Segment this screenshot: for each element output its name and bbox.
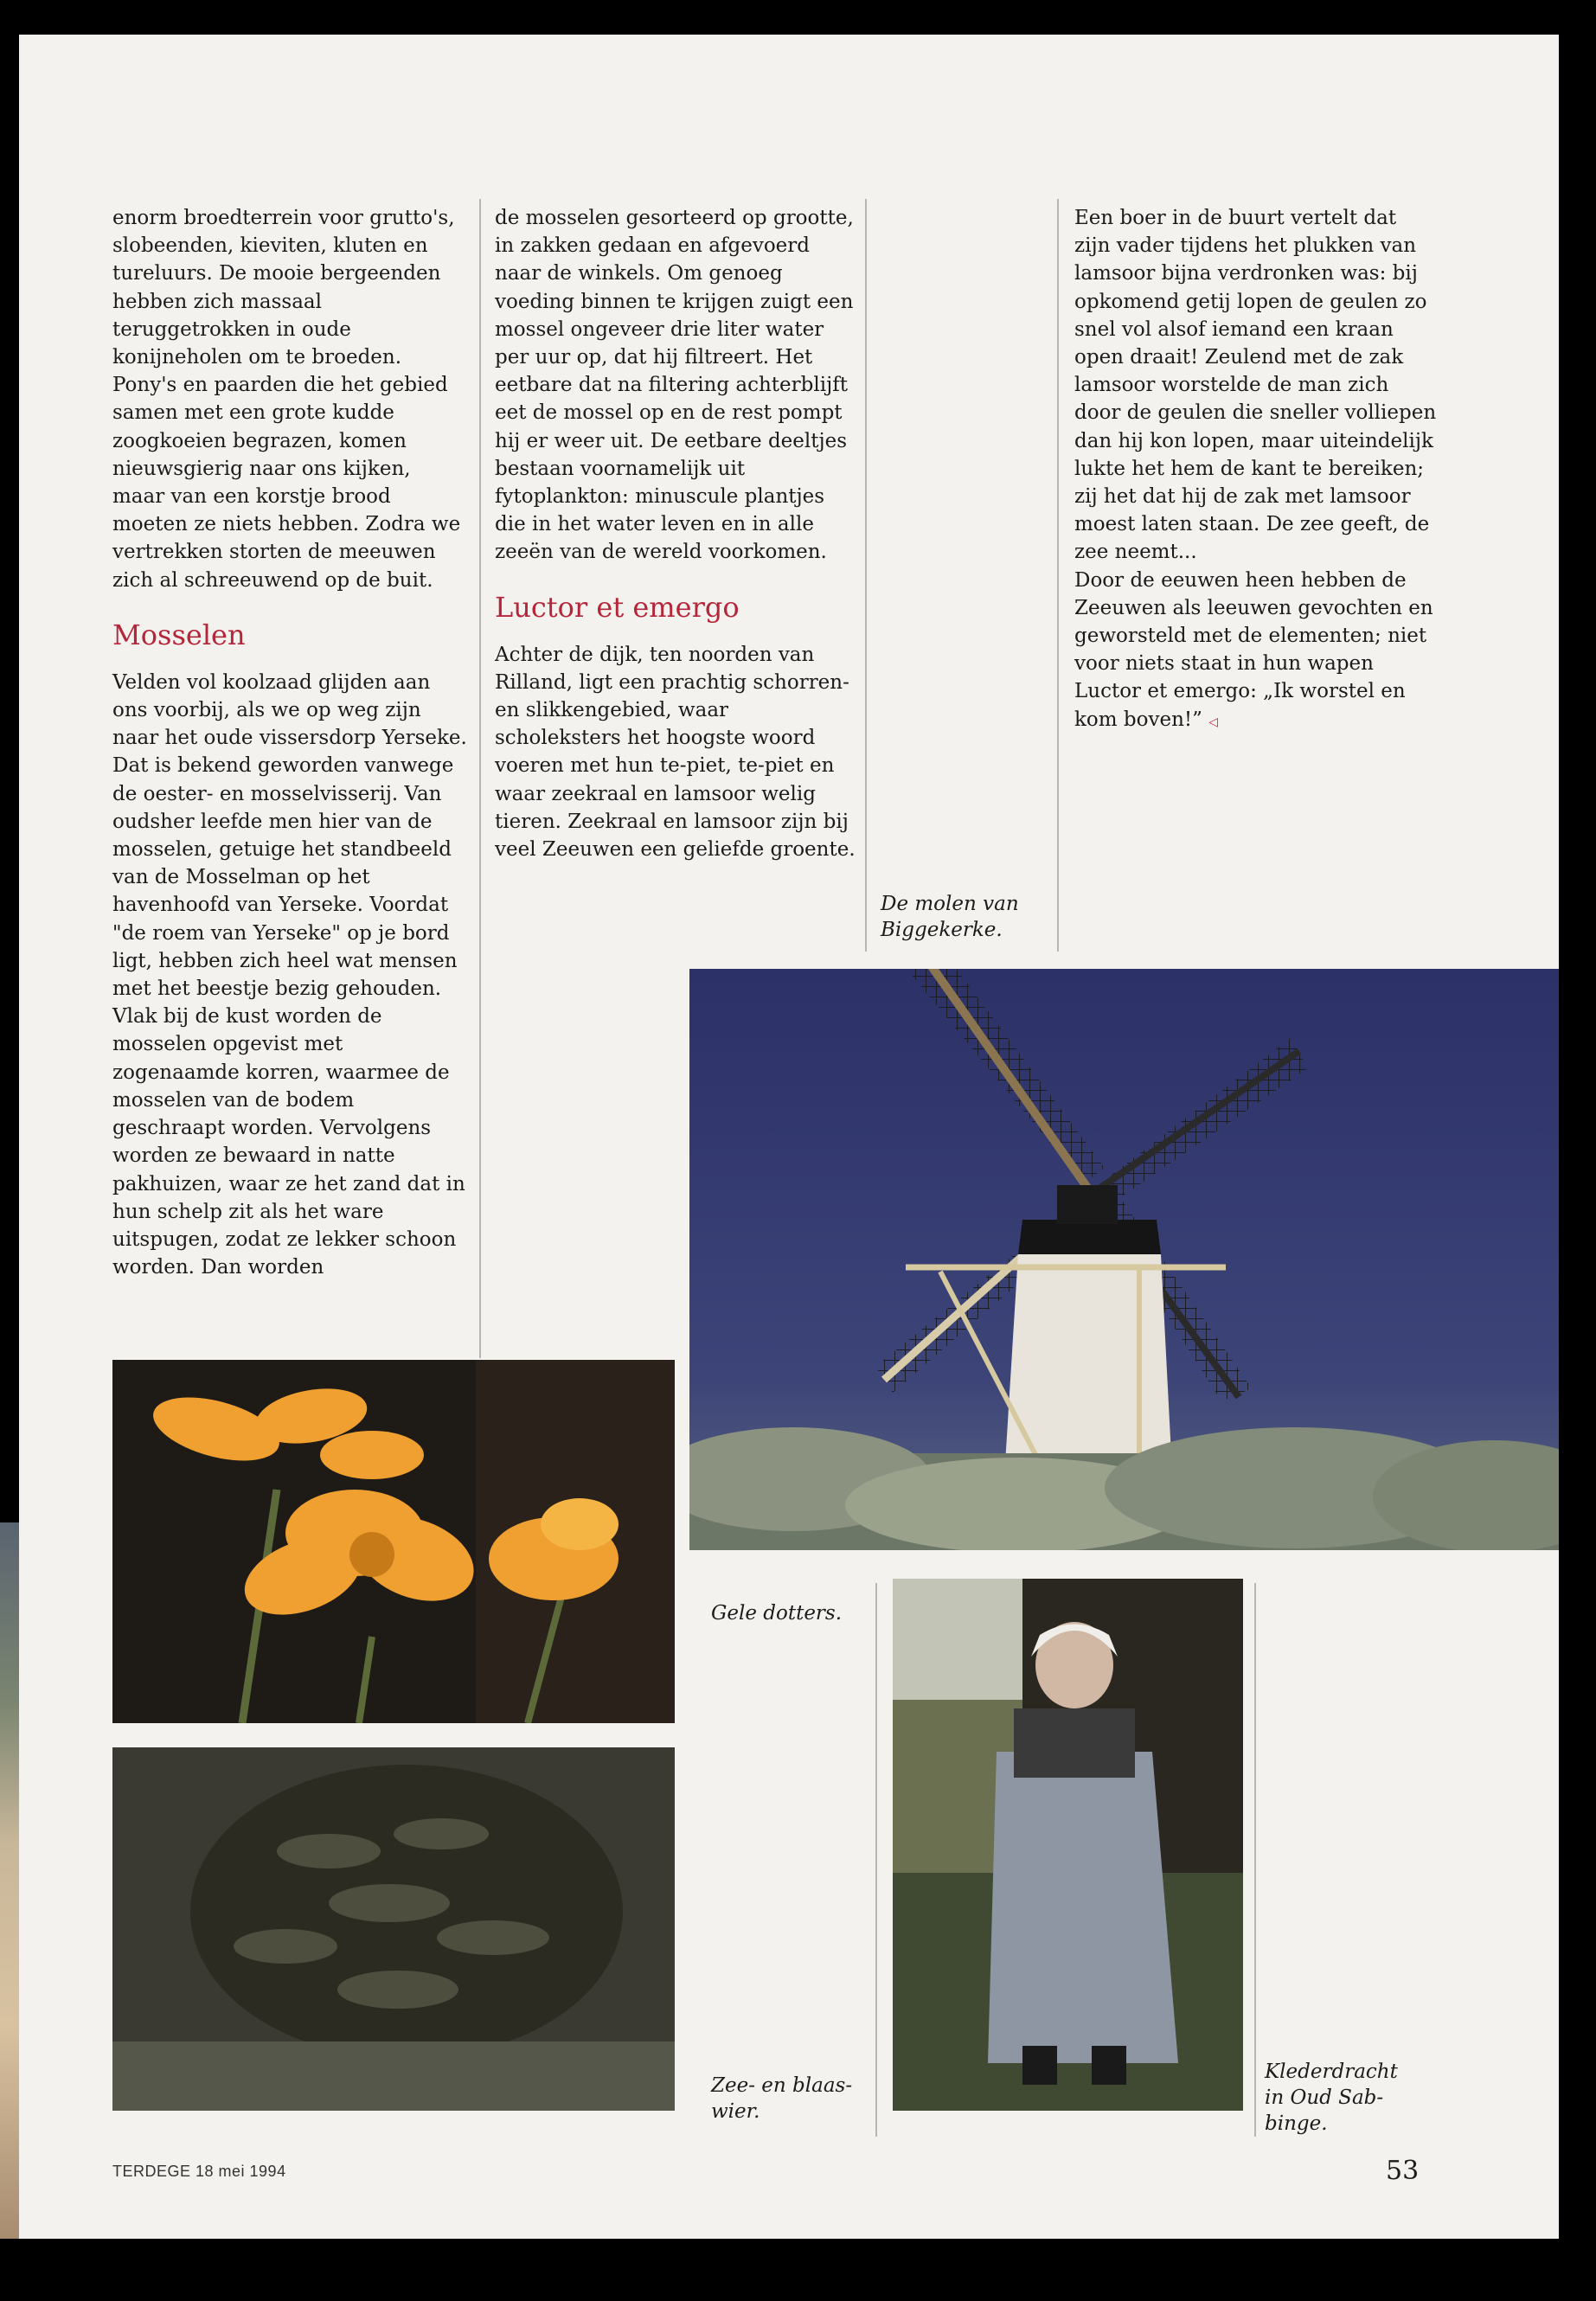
column-rule-3 — [1057, 199, 1059, 952]
column-rule-1 — [479, 199, 481, 1358]
caption-molen: De molen van Biggekerke. — [881, 893, 1019, 941]
column-1 — [112, 204, 467, 1281]
end-mark-icon: ◁ — [1208, 715, 1218, 729]
traditional-costume-photo — [893, 1579, 1243, 2111]
windmill-photo — [689, 969, 1559, 1550]
caption-klederdracht: Klederdracht in Oud Sab- binge. — [1265, 2061, 1398, 2135]
column-1-mosselen-text: Velden vol koolzaad glijden aan ons voorbij, als we op weg zijn naar het oude vissersdorp Yerseke. Dat is bekend geworden vanwege de oester- en mosselvisserij. Van oudsher leefde men hier van de mosselen, getuige het standbeeld van de Mosselman op het havenhoofd van Yerseke. Voordat "de roem van Yerseke" op je bord ligt, hebben zich heel wat mensen met het beestje bezig gehouden. Vlak bij de kust worden de mosselen opgevist met zogenaamde korren, waarmee de mosselen van de bodem geschraapt worden. Vervolgens worden ze bewaard in natte pakhuizen, waar ze het zand dat in hun schelp zit als het ware uitspugen, zodat ze lekker schoon worden. Dan worden — [112, 670, 467, 1279]
column-4-text: Een boer in de buurt vertelt dat zijn vader tijdens het plukken van lamsoor bijna verdronken was: bij opkomend getij lopen de geulen zo snel vol alsof iemand een kraan open draait! Zeulend met de zak lamsoor worstelde de man zich door de geulen die sneller volliepen dan hij kon lopen, maar uiteindelijk lukte het hem de kant te bereiken; zij het dat hij de zak met lamsoor moest laten staan. De zee geeft, de zee neemt... — [1074, 207, 1437, 564]
page-number: 53 — [1386, 2156, 1420, 2186]
caption-seaweed: Zee- en blaas- wier. — [711, 2074, 853, 2123]
publication-footer: TERDEGE 18 mei 1994 — [112, 2163, 286, 2180]
marsh-marigold-photo — [112, 1360, 675, 1723]
heading-luctor-et-emergo: Luctor et emergo — [495, 590, 740, 624]
caption-dotters: Gele dotters. — [711, 1602, 843, 1625]
scan-border-bottom — [0, 2239, 1596, 2301]
column-rule-5 — [1254, 1583, 1256, 2137]
column-2-intro-text: de mosselen gesorteerd op grootte, in zakken gedaan en afgevoerd naar de winkels. Om genoeg voeding binnen te krijgen zuigt een mossel ongeveer drie liter water per uur op, dat hij filtreert. Het eetbare dat na filtering achterblijft eet de mossel op en de rest pompt hij er weer uit. De eetbare deeltjes bestaan voornamelijk uit fytoplankton: minuscule plantjes die in het water leven en in alle zeeën van de wereld voorkomen. — [495, 207, 854, 564]
column-4-text-2: Door de eeuwen heen hebben de Zeeuwen als leeuwen gevochten en geworsteld met de elementen; niet voor niets staat in hun wapen Luctor et emergo: „Ik worstel en kom boven!” ◁ — [1074, 568, 1433, 731]
heading-mosselen: Mosselen — [112, 618, 246, 651]
column-2 — [495, 204, 858, 863]
seaweed-photo — [112, 1747, 675, 2111]
column-2-luctor-text: Achter de dijk, ten noorden van Rilland, ligt een prachtig schorren- en slikkengebied, waar scholeksters het hoogste woord voeren met hun te-piet, te-piet en waar zeekraal en lamsoor welig tieren. Zeekraal en lamsoor zijn bij veel Zeeuwen een geliefde groente. — [495, 643, 856, 862]
column-rule-2 — [865, 199, 867, 952]
scan-border-top — [0, 0, 1596, 35]
column-1-intro-text: enorm broedterrein voor grutto's, slobeenden, kieviten, kluten en tureluurs. De mooie bergeenden hebben zich massaal teruggetrokken in oude konijneholen om te broeden. Pony's en paarden die het gebied samen met een grote kudde zoogkoeien begrazen, komen nieuwsgierig naar ons kijken, maar van een korstje brood moeten ze niets hebben. Zodra we vertrekken storten de meeuwen zich al schreeuwend op de buit. — [112, 207, 461, 592]
magazine-page — [19, 35, 1559, 2239]
column-4 — [1074, 204, 1438, 736]
column-rule-4 — [875, 1583, 877, 2137]
